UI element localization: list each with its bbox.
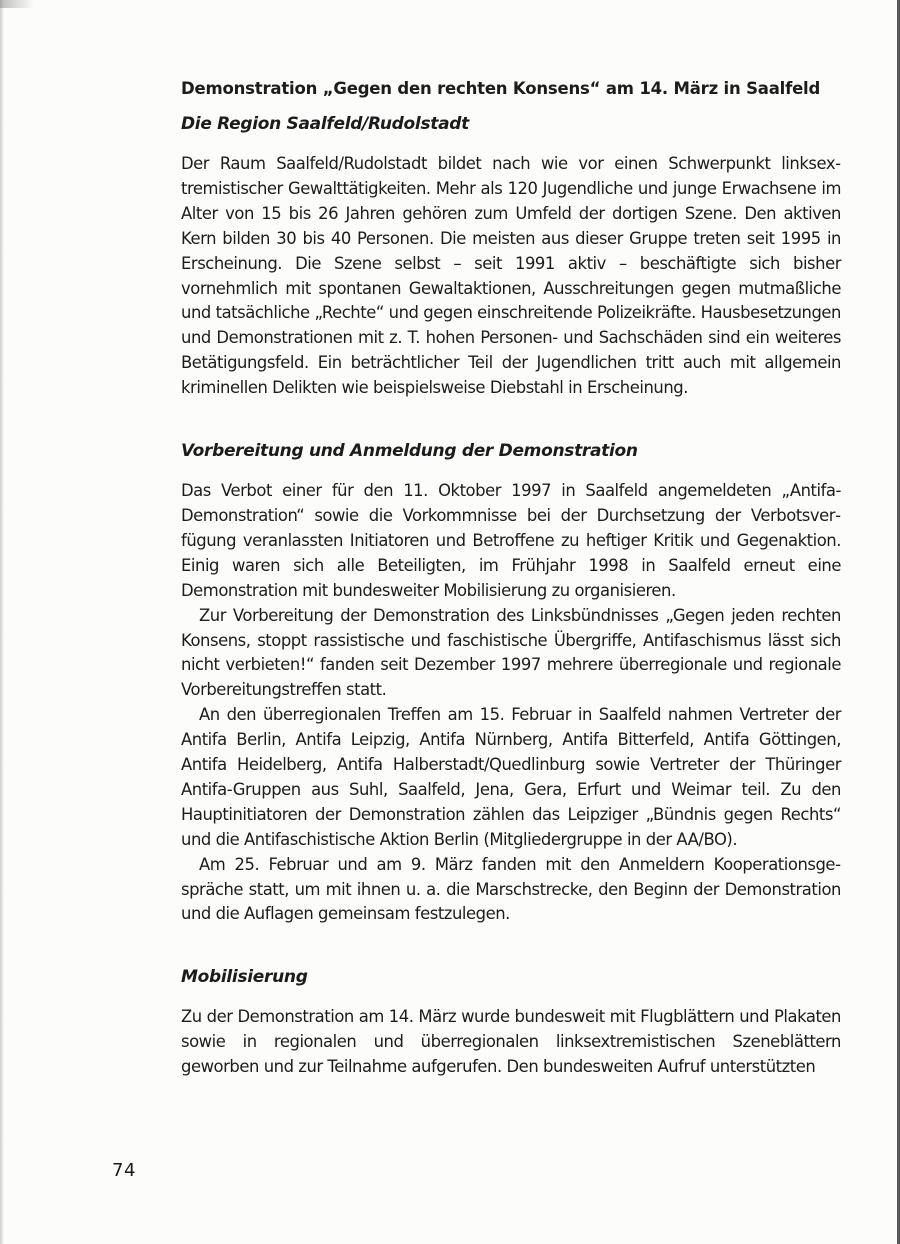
scan-mark (0, 0, 34, 8)
document-heading: Demonstration „Gegen den rechten Konsens“ am 14. März in Saalfeld (181, 79, 821, 98)
page-content (181, 78, 841, 1080)
paragraph: Am 25. Februar und am 9. März fanden mit den Anmeldern Kooperationsgespräche statt, um mit ihnen u. a. die Marschstrecke, den Beginn der Demonstration und die Auflagen gemeinsam festzulegen. (181, 854, 841, 924)
paragraph: Das Verbot einer für den 11. Oktober 1997 in Saalfeld angemeldeten „Antifa-Demonstration“ sowie die Vorkommnisse bei der Durchsetzung der Verbotsverfügung veranlassten Initiatoren und Betroffene zu heftiger Kritik und Gegenaktion. Einig waren sich alle Beteiligten, im Frühjahr 1998 in Saalfeld erneut eine Demonstration mit bundesweiter Mobilisierung zu organisieren. (181, 481, 841, 600)
section-title-region: Die Region Saalfeld/Rudolstadt (181, 114, 469, 134)
page-number: 74 (112, 1160, 136, 1181)
section-title-mobilization: Mobilisierung (181, 967, 308, 988)
page-edge-left (0, 0, 4, 1244)
paragraph: An den überregionalen Treffen am 15. Februar in Saalfeld nahmen Vertreter der Antifa Berlin, Antifa Leipzig, Antifa Nürnberg, Antifa Bitterfeld, Antifa Göttingen, Antifa Heidelberg, Antifa Halberstadt/Quedlinburg sowie Vertreter der Thüringer Antifa-Gruppen aus Suhl, Saalfeld, Jena, Gera, Erfurt und Weimar teil. Zu den Hauptinitiatoren der Demonstration zählen das Leipziger „Bündnis gegen Rechts“ und die Antifaschistische Aktion Berlin (Mitgliedergruppe in der AA/BO). (181, 705, 841, 849)
paragraph: Der Raum Saalfeld/Rudolstadt bildet nach wie vor einen Schwerpunkt linksextremistischer Gewalttätigkeiten. Mehr als 120 Jugendliche und junge Erwachsene im Alter von 15 bis 26 Jahren gehören zum Umfeld der dortigen Szene. Den aktiven Kern bilden 30 bis 40 Personen. Die meisten aus dieser Gruppe treten seit 1995 in Erscheinung. Die Szene selbst – seit 1991 aktiv – beschäftigte sich bisher vornehmlich mit spontanen Gewaltaktionen, Ausschreitungen gegen mutmaßliche und tatsächliche „Rechte“ und gegen einschreitende Polizeikräfte. Hausbesetzungen und Demonstrationen mit z. T. hohen Personen- und Sachschäden sind ein weiteres Betätigungsfeld. Ein beträchtlicher Teil der Jugendlichen tritt auch mit allgemein kriminellen Delikten wie beispielsweise Diebstahl in Erscheinung. (181, 154, 841, 398)
paragraph: Zu der Demonstration am 14. März wurde bundesweit mit Flugblättern und Plakaten sowie in regionalen und überregionalen linksextremistischen Szeneblättern geworben und zur Teilnahme aufgerufen. Den bundesweiten Aufruf unterstützten (181, 1007, 841, 1077)
section-title-preparation: Vorbereitung und Anmeldung der Demonstration (181, 441, 638, 462)
paragraph: Zur Vorbereitung der Demonstration des Linksbündnisses „Gegen jeden rechten Konsens, stoppt rassistische und faschistische Übergriffe, Antifaschismus lässt sich nicht verbieten!“ fanden seit Dezember 1997 mehrere überregionale und regionale Vorbereitungstreffen statt. (181, 605, 841, 700)
